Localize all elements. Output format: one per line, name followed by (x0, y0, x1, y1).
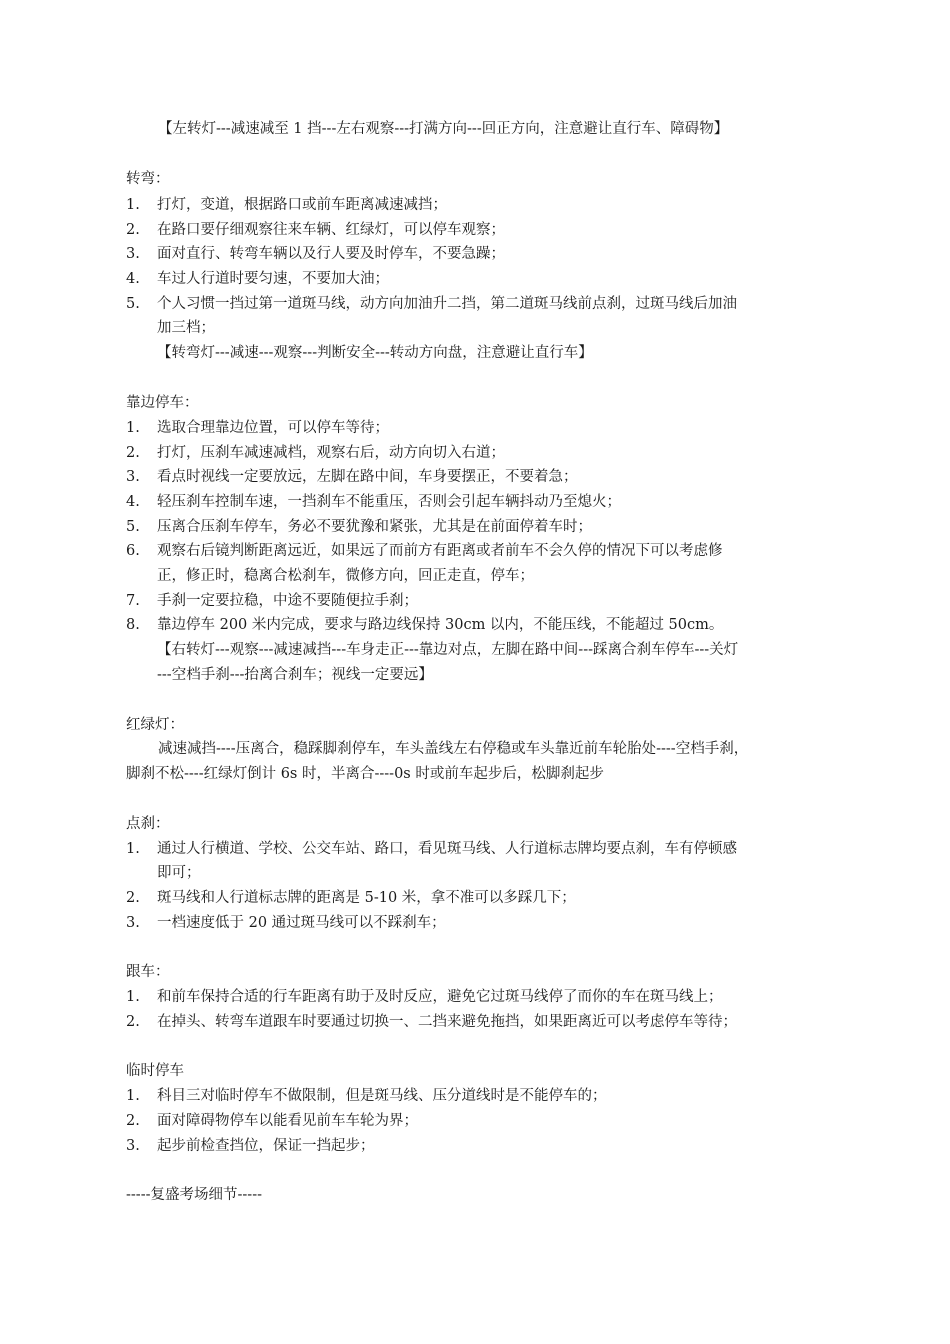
pullover-item-3-num: 3. (126, 469, 140, 485)
tap-brake-item-1-num: 1. (126, 841, 140, 857)
temp-stop-item-3-num: 3. (126, 1138, 140, 1154)
tap-brake-item-3-num: 3. (126, 915, 140, 931)
following-item-1: 和前车保持合适的行车距离有助于及时反应，避免它过斑马线停了而你的车在斑马线上； (157, 989, 723, 1005)
temp-stop-heading: 临时停车 (126, 1063, 184, 1079)
pullover-item-6: 观察右后镜判断距离远近，如果远了而前方有距离或者前车不会久停的情况下可以考虑修 (157, 543, 723, 559)
pullover-item-5-num: 5. (126, 519, 140, 535)
pullover-item-1: 选取合理靠边位置，可以停车等待； (157, 420, 389, 436)
turning-item-4-num: 4. (126, 271, 140, 287)
pullover-item-2: 打灯，压刹车减速减档，观察右后，动方向切入右道； (157, 445, 505, 461)
turning-item-1-num: 1. (126, 197, 140, 213)
temp-stop-item-2: 面对障碍物停车以能看见前车车轮为界； (157, 1113, 418, 1129)
pullover-summary-line1: 【右转灯---观察---减速减挡---车身走正---靠边对点，左脚在路中间---踩离合刹车停车---关灯 (157, 642, 739, 658)
pullover-item-3: 看点时视线一定要放远，左脚在路中间，车身要摆正，不要着急； (157, 469, 578, 485)
turning-heading: 转弯： (126, 171, 170, 187)
temp-stop-item-1: 科目三对临时停车不做限制，但是斑马线、压分道线时是不能停车的； (157, 1088, 607, 1104)
turning-summary: 【转弯灯---减速---观察---判断安全---转动方向盘，注意避让直行车】 (157, 345, 593, 361)
traffic-light-para-line1: 减速减挡----压离合，稳踩脚刹停车，车头盖线左右停稳或车头靠近前车轮胎处----空档手刹， (158, 741, 749, 757)
traffic-light-para-line2: 脚刹不松----红绿灯倒计 6s 时，半离合----0s 时或前车起步后，松脚刹起步 (126, 766, 604, 782)
turning-item-1: 打灯，变道，根据路口或前车距离减速减挡； (157, 197, 447, 213)
temp-stop-item-1-num: 1. (126, 1088, 140, 1104)
following-item-1-num: 1. (126, 989, 140, 1005)
turning-item-5-cont: 加三档； (157, 320, 215, 336)
tap-brake-heading: 点刹： (126, 816, 170, 832)
temp-stop-item-3: 起步前检查挡位，保证一挡起步； (157, 1138, 375, 1154)
pullover-item-6-num: 6. (126, 543, 140, 559)
following-item-2: 在掉头、转弯车道跟车时要通过切换一、二挡来避免拖挡，如果距离近可以考虑停车等待； (157, 1014, 737, 1030)
following-heading: 跟车： (126, 964, 170, 980)
turning-item-5: 个人习惯一挡过第一道斑马线，动方向加油升二挡，第二道斑马线前点刹，过斑马线后加油 (157, 296, 737, 312)
pullover-item-4-num: 4. (126, 494, 140, 510)
pullover-item-8-num: 8. (126, 617, 140, 633)
pullover-item-5: 压离合压刹车停车，务必不要犹豫和紧张，尤其是在前面停着车时； (157, 519, 592, 535)
pullover-item-7: 手刹一定要拉稳，中途不要随便拉手刹； (157, 593, 418, 609)
turning-item-2: 在路口要仔细观察往来车辆、红绿灯，可以停车观察； (157, 222, 505, 238)
temp-stop-item-2-num: 2. (126, 1113, 140, 1129)
pullover-item-1-num: 1. (126, 420, 140, 436)
pullover-summary-line2: ---空档手刹---抬离合刹车；视线一定要远】 (157, 667, 433, 683)
tap-brake-item-2: 斑马线和人行道标志牌的距离是 5-10 米，拿不准可以多踩几下； (157, 890, 576, 906)
tap-brake-item-3: 一档速度低于 20 通过斑马线可以不踩刹车； (157, 915, 446, 931)
pullover-heading: 靠边停车： (126, 395, 199, 411)
traffic-light-heading: 红绿灯： (126, 717, 184, 733)
turning-item-3-num: 3. (126, 246, 140, 262)
pullover-item-4: 轻压刹车控制车速，一挡刹车不能重压，否则会引起车辆抖动乃至熄火； (157, 494, 621, 510)
tap-brake-item-1-cont: 即可； (157, 865, 201, 881)
following-item-2-num: 2. (126, 1014, 140, 1030)
tap-brake-item-2-num: 2. (126, 890, 140, 906)
tap-brake-item-1: 通过人行横道、学校、公交车站、路口，看见斑马线、人行道标志牌均要点刹，车有停顿感 (157, 841, 737, 857)
pullover-item-2-num: 2. (126, 445, 140, 461)
footer-title: -----复盛考场细节----- (126, 1187, 262, 1203)
pullover-item-7-num: 7. (126, 593, 140, 609)
pullover-item-8: 靠边停车 200 米内完成，要求与路边线保持 30cm 以内，不能压线，不能超过 50cm。 (157, 617, 724, 633)
turning-item-5-num: 5. (126, 296, 140, 312)
turning-item-3: 面对直行、转弯车辆以及行人要及时停车，不要急躁； (157, 246, 505, 262)
turning-item-2-num: 2. (126, 222, 140, 238)
turning-item-4: 车过人行道时要匀速，不要加大油； (157, 271, 389, 287)
pullover-item-6-cont: 正，修正时，稳离合松刹车，微修方向，回正走直，停车； (157, 568, 534, 584)
intro-summary: 【左转灯---减速减至 1 挡---左右观察---打满方向---回正方向，注意避让直行车、障碍物】 (158, 121, 729, 137)
